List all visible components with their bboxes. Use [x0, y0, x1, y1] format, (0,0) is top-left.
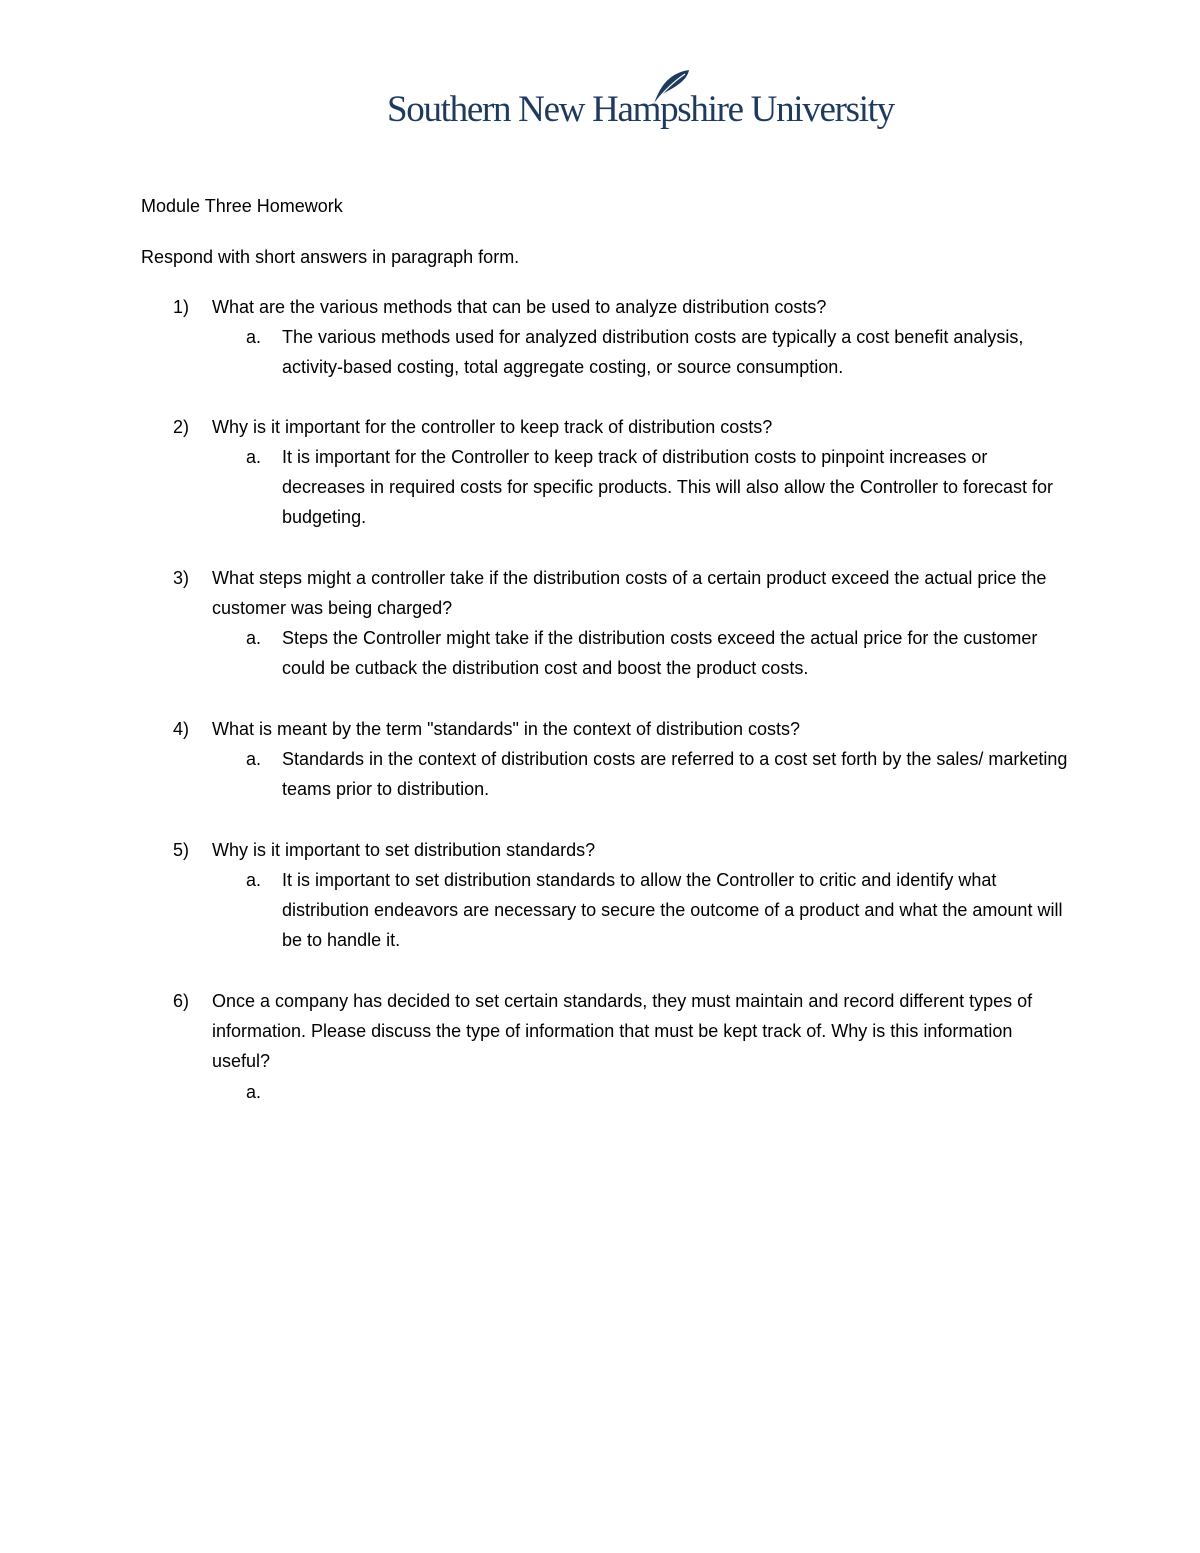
question-text: Why is it important for the controller to keep track of distribution costs?: [212, 417, 773, 437]
answer-text: The various methods used for analyzed distribution costs are typically a cost benefit analysis, activity-based costing, total aggregate costing, or source consumption.: [282, 327, 1024, 378]
answer-text: It is important to set distribution standards to allow the Controller to critic and identify what distribution endeavors are necessary to secure the outcome of a product and what the amount will be to handle it.: [282, 870, 1063, 951]
answer-letter: a.: [246, 327, 262, 347]
question-text: Once a company has decided to set certain standards, they must maintain and record different types of information. Please discuss the type of information that must be kept track of. Why is this information useful?: [212, 991, 1033, 1072]
question-number: 4): [173, 719, 190, 739]
question-text: Why is it important to set distribution standards?: [212, 840, 596, 860]
question-number: 3): [173, 568, 190, 588]
university-logo: [383, 66, 894, 140]
question-text: What is meant by the term "standards" in the context of distribution costs?: [212, 719, 801, 739]
answer-text: Standards in the context of distribution costs are referred to a cost set forth by the sales/ marketing teams prior to distribution.: [282, 749, 1068, 800]
question-number: 5): [173, 840, 190, 860]
question-text: What steps might a controller take if the distribution costs of a certain product exceed the actual price the customer was being charged?: [212, 568, 1047, 619]
answer-letter: a.: [246, 628, 262, 648]
answer-text: Steps the Controller might take if the distribution costs exceed the actual price for the customer could be cutback the distribution cost and boost the product costs.: [282, 628, 1038, 679]
answer-letter: a.: [246, 749, 262, 769]
answer-letter: a.: [246, 870, 262, 890]
answer-text: It is important for the Controller to keep track of distribution costs to pinpoint increases or decreases in required costs for specific products. This will also allow the Controller to forecast for budgeting.: [282, 447, 1054, 528]
instructions-text: Respond with short answers in paragraph form.: [141, 247, 520, 267]
answer-letter: a.: [246, 447, 262, 467]
question-text: What are the various methods that can be used to analyze distribution costs?: [212, 297, 827, 317]
question-number: 1): [173, 297, 190, 317]
document-title: Module Three Homework: [141, 196, 343, 216]
logo-wordmark: Southern New Hampshire University: [387, 89, 894, 130]
question-number: 6): [173, 991, 190, 1011]
answer-letter: a.: [246, 1082, 262, 1102]
question-number: 2): [173, 417, 190, 437]
